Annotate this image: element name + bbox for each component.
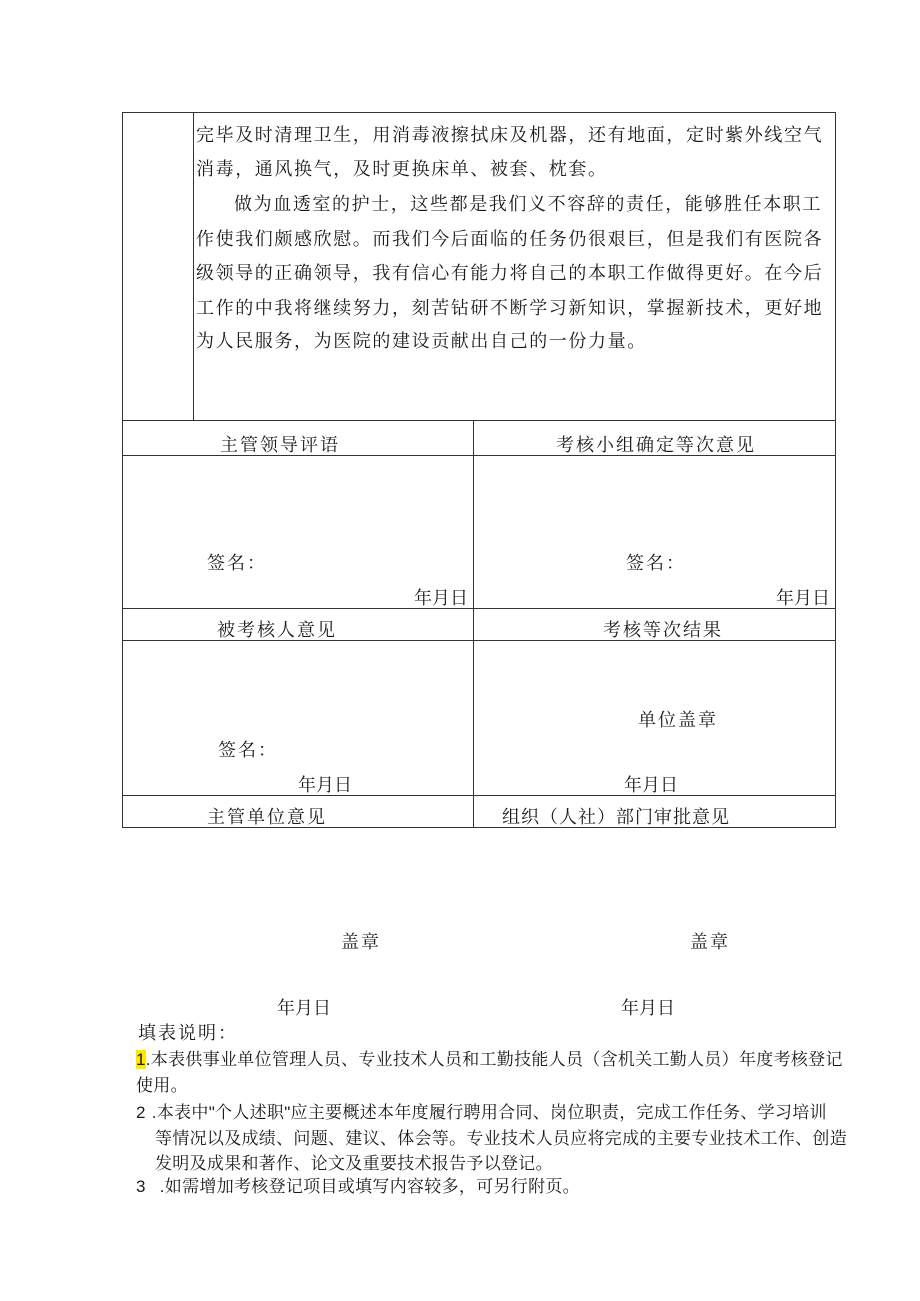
body-text-line: 做为血透室的护士，这些都是我们义不容辞的责任，能够胜任本职工	[234, 194, 822, 215]
table-left-border	[122, 112, 123, 828]
note-item-1	[136, 1045, 843, 1070]
table-row-divider	[122, 608, 836, 609]
date-field: 年月日	[621, 998, 675, 1019]
table-center-column-line	[473, 420, 474, 828]
table-top-border	[122, 112, 836, 113]
body-text-line: 工作的中我将继续努力，刻苦钻研不断学习新知识，掌握新技术，更好地	[196, 298, 824, 319]
note-text: .本表供事业单位管理人员、专业技术人员和工勤技能人员（含机关工勤人员）年度考核登记	[145, 1050, 843, 1069]
result-label: 考核等次结果	[603, 620, 723, 641]
body-text-line: 消毒，通风换气，及时更换床单、被套、枕套。	[196, 159, 608, 180]
table-row-divider	[122, 420, 836, 421]
note-item-3	[136, 1172, 580, 1197]
signature-label: 签名：	[626, 553, 686, 574]
note-text: .本表中"个人述职"应主要概述本年度履行聘用合同、岗位职责，完成工作任务、学习培训	[151, 1103, 827, 1122]
seal-label: 盖章	[690, 932, 730, 953]
note-number: 2	[136, 1103, 146, 1122]
note-text: .如需增加考核登记项目或填写内容较多，可另行附页。	[159, 1177, 580, 1196]
date-field: 年月日	[277, 998, 331, 1019]
supervisor-comment-label: 主管领导评语	[220, 435, 340, 456]
signature-label: 签名：	[207, 553, 267, 574]
body-text-line: 级领导的正确领导，我有信心有能力将自己的本职工作做得更好。在今后	[196, 263, 824, 284]
body-text-line: 完毕及时清理卫生，用消毒液擦拭床及机器，还有地面，定时紫外线空气	[196, 125, 824, 146]
note-number: 3	[136, 1177, 146, 1196]
note-item-2	[136, 1098, 827, 1123]
note-number: 1	[136, 1050, 146, 1069]
group-opinion-label: 考核小组确定等次意见	[556, 435, 756, 456]
table-row-divider	[122, 795, 836, 796]
body-text-line: 为人民服务，为医院的建设贡献出自己的一份力量。	[196, 331, 647, 352]
table-right-border	[835, 112, 836, 828]
hr-dept-label: 组织（人社）部门审批意见	[502, 807, 730, 828]
body-text-line: 作使我们颇感欣慰。而我们今后面临的任务仍很艰巨，但是我们有医院各	[196, 229, 824, 250]
note-item-1-cont: 使用。	[136, 1076, 188, 1095]
supervising-unit-label: 主管单位意见	[207, 807, 327, 828]
note-item-2-cont: 发明及成果和著作、论文及重要技术报告予以登记。	[155, 1154, 553, 1173]
notes-title: 填表说明：	[138, 1023, 238, 1044]
assessee-opinion-label: 被考核人意见	[217, 620, 337, 641]
note-item-2-cont: 等情况以及成绩、问题、建议、体会等。专业技术人员应将完成的主要专业技术工作、创造	[155, 1129, 847, 1148]
unit-seal-label: 单位盖章	[638, 710, 718, 731]
date-field: 年月日	[298, 775, 352, 796]
signature-label: 签名：	[218, 740, 278, 761]
date-field: 年月日	[776, 588, 830, 609]
date-field: 年月日	[624, 775, 678, 796]
date-field: 年月日	[414, 588, 468, 609]
seal-label: 盖章	[341, 932, 381, 953]
table-inner-column-line	[193, 112, 194, 421]
